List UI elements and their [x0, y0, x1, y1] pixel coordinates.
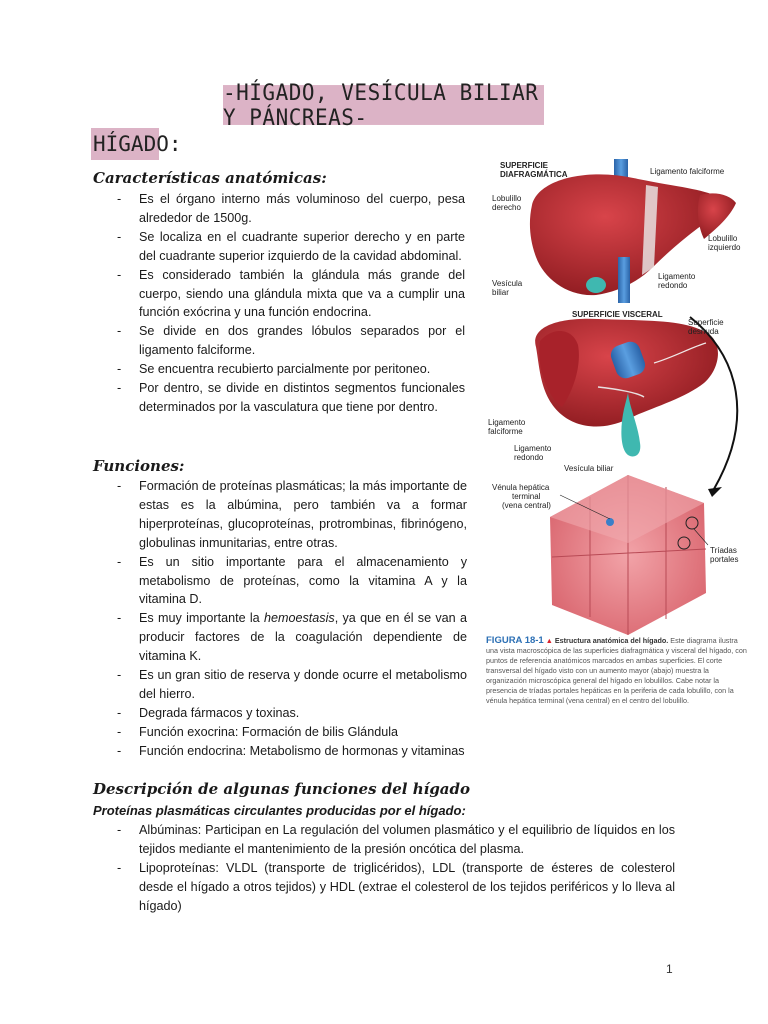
- list-item: - Es un gran sitio de reserva y donde ocurre el metabolismo del hierro.: [93, 666, 467, 704]
- hemostasis-text-after: , ya que en él se van a producir factores de la coagulación dependiente de vitamina K.: [139, 611, 467, 664]
- fig-label-triads-2: portales: [710, 555, 739, 564]
- hemostasis-term: hemoestasis: [263, 611, 335, 626]
- figure-caption-text: Este diagrama ilustra una vista macroscópica de las superficies diafragmática y visceral del hígado, con puntos de referencia anatómicos marcados en ambas superficies. El corte transversal del hígado visto con un aumento mayor (abajo) muestra la organización microscópica general del hígado en lobulillos. Cabe notar la presencia de tríadas portales hepáticas en la periferia de cada lobulillo, con la vénula hepática terminal (vena central) en el centro del lobulillo.: [486, 636, 747, 705]
- fig-label-diaphragmatic-2: DIAFRAGMÁTICA: [500, 170, 568, 179]
- description-heading: Descripción de algunas funciones del hígado: [93, 780, 471, 798]
- fig-label-gallbladder-bottom: Vesícula biliar: [564, 464, 614, 473]
- functions-heading: Funciones:: [93, 457, 185, 475]
- fig-label-round-lig-top-1: Ligamento: [658, 272, 696, 281]
- figure-marker-icon: ▲: [545, 636, 553, 645]
- list-item: - Es considerado también la glándula más grande del cuerpo, siendo una glándula mixta que va a cumplir una función exócrina y una función endocrina.: [93, 266, 465, 323]
- fig-label-triads-1: Tríadas: [710, 546, 737, 555]
- anatomy-heading: Características anatómicas:: [93, 169, 327, 187]
- list-item: - Albúminas: Participan en La regulación del volumen plasmático y el equilibrio de líquidos en los tejidos mediante el mantenimiento de la presión oncótica del plasma.: [93, 821, 675, 859]
- list-item: - Función endocrina: Metabolismo de hormonas y vitaminas: [93, 742, 493, 761]
- anatomy-list: [93, 190, 465, 417]
- fig-label-bare-area-1: Superficie: [688, 318, 724, 327]
- list-item: [93, 609, 467, 666]
- figure-number: FIGURA 18-1: [486, 635, 544, 646]
- central-vein-marker: [606, 518, 614, 526]
- figure-title: Estructura anatómica del hígado.: [554, 636, 669, 645]
- list-item: - Función exocrina: Formación de bilis Glándula: [93, 723, 493, 742]
- list-item: - Se encuentra recubierto parcialmente por peritoneo.: [93, 360, 465, 379]
- fig-label-round-lig-bottom-2: redondo: [514, 453, 544, 462]
- fig-label-visceral: SUPERFICIE VISCERAL: [572, 310, 663, 319]
- list-item: - Lipoproteínas: VLDL (transporte de triglicéridos), LDL (transporte de ésteres de colesterol desde el hígado a otros tejidos) y HDL (extrae el colesterol de los tejidos periféricos y lo lleva al hígado): [93, 859, 675, 916]
- hemostasis-text-before: Es muy importante la: [139, 611, 264, 626]
- list-item: - Es un sitio importante para el almacenamiento y metabolismo de proteínas, como la vitamina A y la vitamina D.: [93, 553, 467, 610]
- functions-list: [93, 477, 467, 761]
- fig-label-diaphragmatic-1: SUPERFICIE: [500, 161, 549, 170]
- fig-label-round-lig-top-2: redondo: [658, 281, 688, 290]
- description-list: [93, 821, 675, 916]
- fig-label-left-lobe-2: izquierdo: [708, 243, 741, 252]
- fig-label-venule-2: terminal: [512, 492, 541, 501]
- fig-label-gallbladder-top-1: Vesícula: [492, 279, 523, 288]
- fig-label-left-lobe-1: Lobulillo: [708, 234, 738, 243]
- left-lobe-top: [698, 193, 736, 239]
- list-item: - Es el órgano interno más voluminoso del cuerpo, pesa alrededor de 1500g.: [93, 190, 465, 228]
- fig-label-right-lobe-1: Lobulillo: [492, 194, 522, 203]
- fig-label-falciform-top: Ligamento falciforme: [650, 167, 725, 176]
- list-item: - Formación de proteínas plasmáticas; la más importante de estas es la albúmina, pero también va a formar hiperproteínas, glucoproteínas, protrombinas, fibrinógeno, globulinas inmunitarias, entre otras.: [93, 477, 467, 553]
- fig-label-bare-area-2: desnuda: [688, 327, 719, 336]
- fig-label-venule-3: (vena central): [502, 501, 551, 510]
- gallbladder-top: [586, 277, 606, 293]
- fig-label-venule-1: Vénula hepática: [492, 483, 550, 492]
- list-item: - Se localiza en el cuadrante superior derecho y en parte del cuadrante superior izquierdo de la cavidad abdominal.: [93, 228, 465, 266]
- fig-label-right-lobe-2: derecho: [492, 203, 521, 212]
- fig-label-gallbladder-top-2: biliar: [492, 288, 509, 297]
- list-item: - Degrada fármacos y toxinas.: [93, 704, 493, 723]
- fig-label-falciform-bottom-1: Ligamento: [488, 418, 526, 427]
- page-number: 1: [666, 962, 673, 976]
- description-subheading: Proteínas plasmáticas circulantes producidas por el hígado:: [93, 803, 466, 818]
- vein-lower-top: [618, 257, 630, 303]
- fig-label-falciform-bottom-2: falciforme: [488, 427, 523, 436]
- document-title: -HÍGADO, VESÍCULA BILIAR Y PÁNCREAS-: [223, 85, 544, 125]
- figure-caption: [486, 636, 748, 706]
- fig-label-round-lig-bottom-1: Ligamento: [514, 444, 552, 453]
- list-item: - Por dentro, se divide en distintos segmentos funcionales determinados por la vasculatura que tiene por dentro.: [93, 379, 465, 417]
- arrow-head: [708, 487, 722, 497]
- section-title: HÍGADO:: [91, 128, 159, 160]
- list-item: - Se divide en dos grandes lóbulos separados por el ligamento falciforme.: [93, 322, 465, 360]
